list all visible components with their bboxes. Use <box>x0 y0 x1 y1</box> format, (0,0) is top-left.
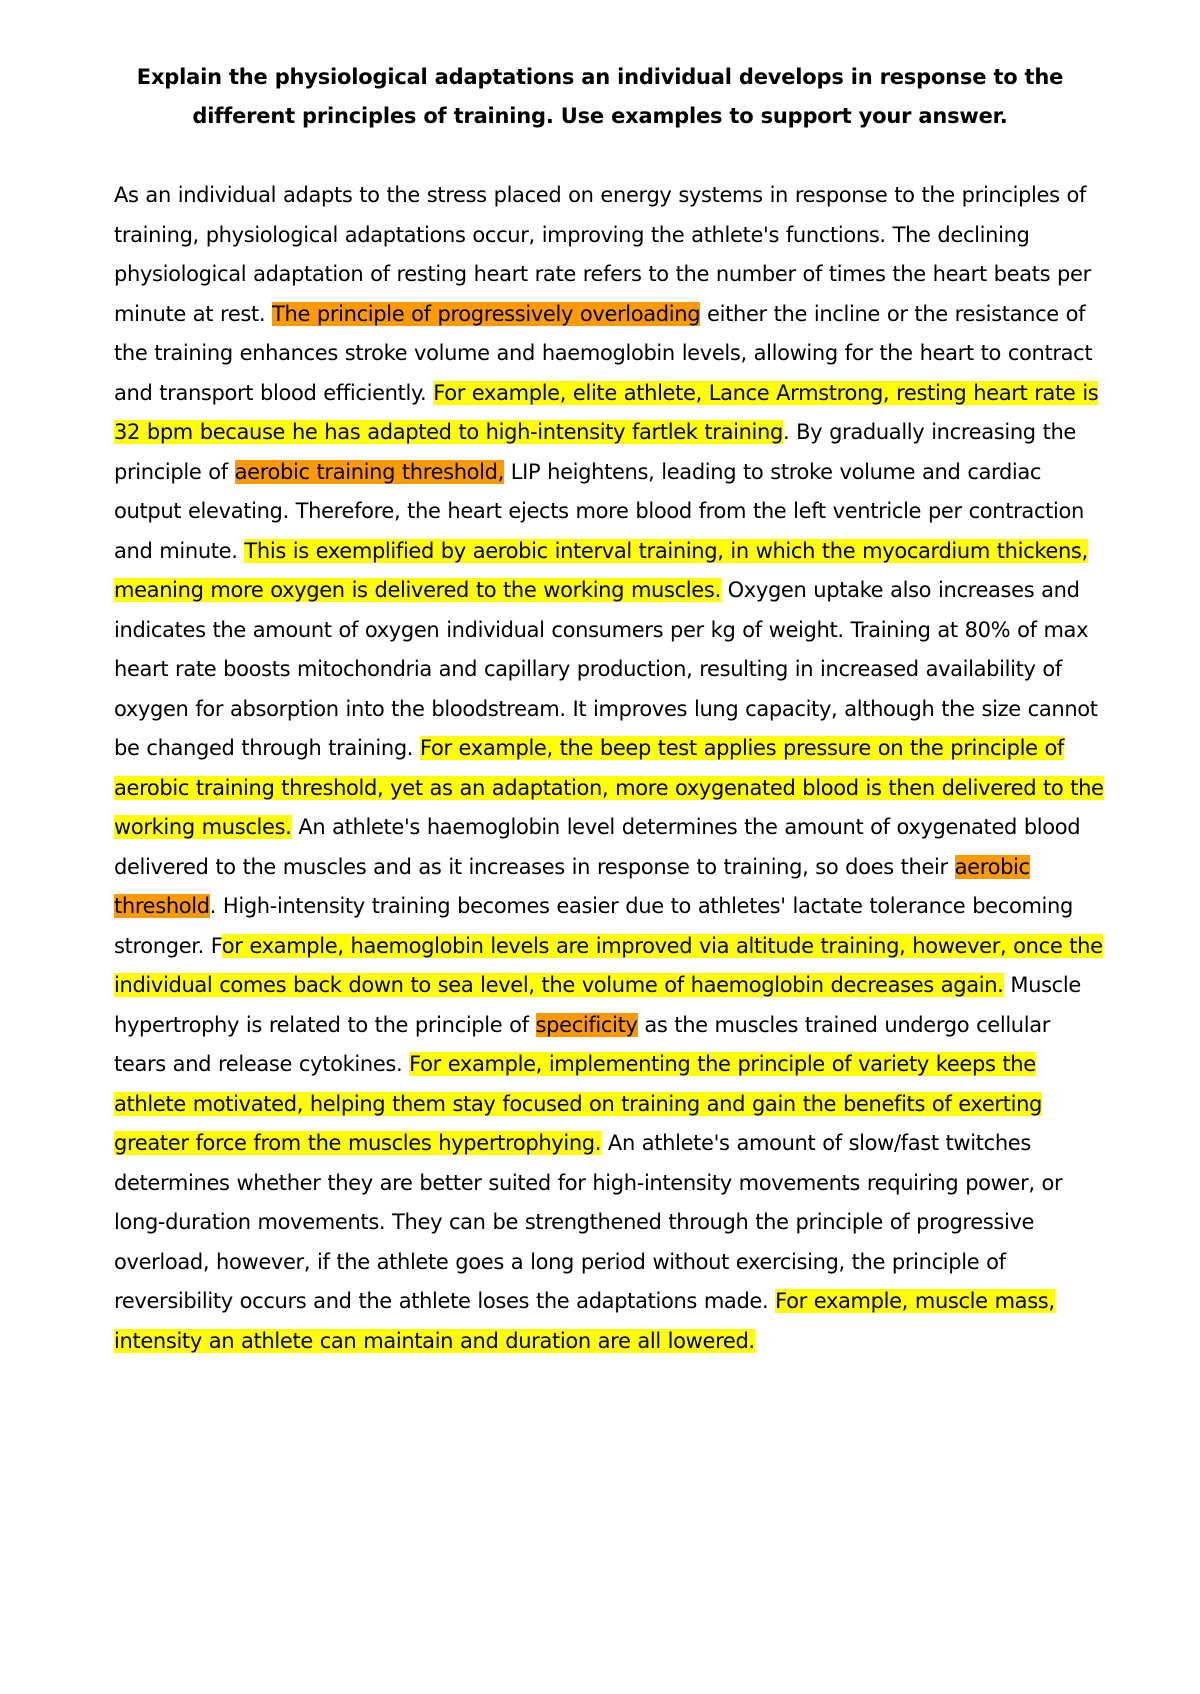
text-segment: . High-intensity training becomes easier due to athletes' lactate tolerance becoming stronger. F <box>114 894 1073 958</box>
text-segment: LIP heightens, leading to stroke volume and cardiac output elevating. Therefore, the heart ejects more blood from the left ventricle per contraction and minute. <box>114 459 1084 563</box>
text-segment: As an individual adapts to the stress placed on energy systems in response to the principles of training, physiological adaptations occur, improving the athlete's functions. The declining physiological adaptation of resting heart rate refers to the number of times the heart beats per minute at rest. <box>114 183 1091 326</box>
orange-highlight: specificity <box>535 1012 638 1037</box>
text-segment: as the muscles trained undergo cellular tears and release cytokines. <box>114 1012 1051 1076</box>
yellow-highlight: For example, implementing the principle of variety keeps the athlete motivated, helping them stay focused on training and gain the benefits of exerting greater force from the muscles hypertrophying. <box>114 1052 1043 1155</box>
yellow-highlight: or example, haemoglobin levels are improved via altitude training, however, once the individual comes back down to sea level, the volume of haemoglobin decreases again. <box>114 933 1103 997</box>
yellow-highlight: For example, the beep test applies pressure on the principle of aerobic training threshold, yet as an adaptation, more oxygenated blood is then delivered to the working muscles. <box>114 736 1104 839</box>
text-segment: An athlete's haemoglobin level determines the amount of oxygenated blood delivered to the muscles and as it increases in response to training, so does their <box>114 815 1081 879</box>
document-title: Explain the physiological adaptations an individual develops in response to the different principles of training. Use examples to support your answer. <box>136 65 1064 128</box>
orange-highlight: aerobic training threshold, <box>234 459 504 484</box>
text-segment: Oxygen uptake also increases and indicates the amount of oxygen individual consumers per kg of weight. Training at 80% of max heart rate boosts mitochondria and capillary production, resulting in increased availability of oxygen for absorption into the bloodstream. It improves lung capacity, although the size cannot be changed through training. <box>114 578 1098 760</box>
text-segment: An athlete's amount of slow/fast twitches determines whether they are better suited for high-intensity movements requiring power, or long-duration movements. They can be strengthened through the principle of progressive overload, however, if the athlete goes a long period without exercising, the principle of reversibility occurs and the athlete loses the adaptations made. <box>114 1131 1063 1313</box>
orange-highlight: The principle of progressively overloading <box>272 301 701 326</box>
essay-paragraph <box>114 176 1104 1361</box>
orange-highlight: aerobic threshold <box>114 854 1030 918</box>
yellow-highlight: For example, muscle mass, intensity an athlete can maintain and duration are all lowered. <box>114 1289 1055 1353</box>
text-segment: . By gradually increasing the principle of <box>114 420 1076 484</box>
text-segment: Muscle hypertrophy is related to the principle of <box>114 973 1081 1037</box>
yellow-highlight: For example, elite athlete, Lance Armstrong, resting heart rate is 32 bpm because he has adapted to high-intensity fartlek training <box>114 380 1099 444</box>
text-segment: either the incline or the resistance of the training enhances stroke volume and haemoglobin levels, allowing for the heart to contract and transport blood efficiently. <box>114 301 1093 405</box>
yellow-highlight: This is exemplified by aerobic interval training, in which the myocardium thickens, meaning more oxygen is delivered to the working muscles. <box>114 538 1088 602</box>
